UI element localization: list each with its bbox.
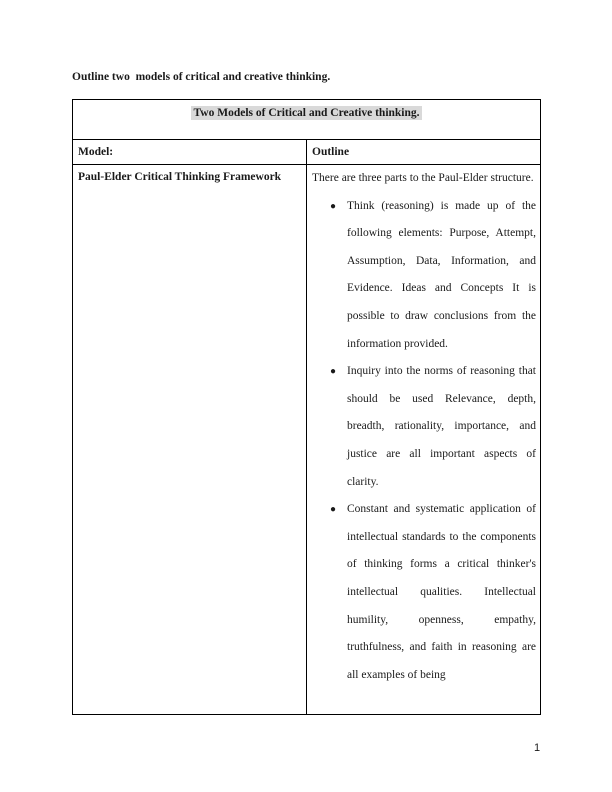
list-item <box>330 358 536 496</box>
list-item-text: Constant and systematic application of intellectual standards to the components of thinking forms a critical thinker's intellectual qualities. Intellectual humility, openness, empathy, truthfulness, and faith in reasoning are all examples of being <box>347 503 536 681</box>
list-item <box>330 193 536 359</box>
table-title: Two Models of Critical and Creative thinking. <box>193 107 420 119</box>
outline-cell <box>312 165 536 689</box>
models-table <box>72 99 541 715</box>
model-name-cell: Paul-Elder Critical Thinking Framework <box>78 171 282 183</box>
bullet-icon: ● <box>330 200 337 212</box>
page-number: 1 <box>534 742 541 754</box>
outline-intro: There are three parts to the Paul-Elder structure. <box>312 172 534 184</box>
header-model: Model: <box>78 146 114 158</box>
table-title-row <box>73 100 540 140</box>
list-item-text: Think (reasoning) is made up of the following elements: Purpose, Attempt, Assumption, Data, Information, and Evidence. Ideas and Concepts It is possible to draw conclusions from the information provided. <box>347 199 536 350</box>
outline-bullet-list <box>312 193 536 690</box>
bullet-icon: ● <box>330 504 337 516</box>
column-divider <box>306 140 307 714</box>
page-heading: Outline two models of critical and creative thinking. <box>72 71 331 83</box>
list-item <box>330 496 536 689</box>
header-outline: Outline <box>312 146 350 158</box>
list-item-text: Inquiry into the norms of reasoning that should be used Relevance, depth, breadth, rationality, importance, and justice are all important aspects of clarity. <box>347 365 536 488</box>
bullet-icon: ● <box>330 366 337 378</box>
